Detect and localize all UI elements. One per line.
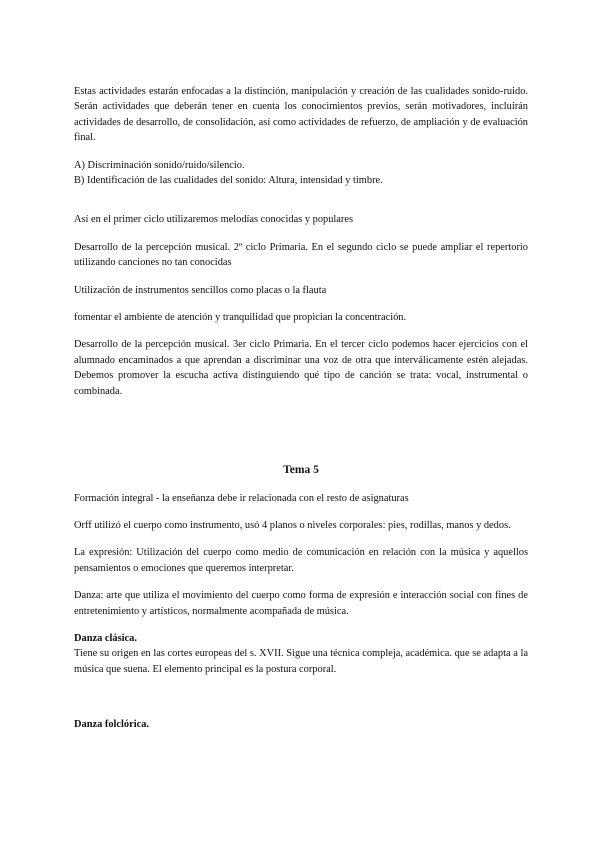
document-page <box>74 84 528 733</box>
orff-paragraph: Orff utilizó el cuerpo como instrumento, usó 4 planos o niveles corporales: pies, rodillas, manos y dedos. <box>74 519 511 531</box>
atmosphere-paragraph: fomentar el ambiente de atención y tranquilidad que propician la concentración. <box>74 312 407 324</box>
third-cycle-paragraph: Desarrollo de la percepción musical. 3er ciclo Primaria. En el tercer ciclo podemos hacer ejercicios con el alumnado encaminados a que aprendan a discriminar una voz de otra que interválicamente estén alejadas. Debemos promover la escucha activa distinguiendo qué tipo de canción se trata: vocal, instrumental o combinada. <box>74 339 528 397</box>
formation-paragraph: Formación integral - la enseñanza debe ir relacionada con el resto de asignaturas <box>74 492 409 504</box>
list-item-a: A) Discriminación sonido/ruido/silencio. <box>74 159 245 171</box>
intro-paragraph: Estas actividades estarán enfocadas a la distinción, manipulación y creación de las cualidades sonido-ruido. Serán actividades que deberán tener en cuenta los conocimientos previos, serán motivadores, incluirán actividades de desarrollo, de consolidación, así como actividades de refuerzo, de ampliación y de evaluación final. <box>74 86 528 144</box>
second-cycle-paragraph: Desarrollo de la percepción musical. 2º ciclo Primaria. En el segundo ciclo se puede ampliar el repertorio utilizando canciones no tan conocidas <box>74 241 528 269</box>
tema-title: Tema 5 <box>283 464 319 477</box>
classic-dance-heading: Danza clásica. <box>74 632 137 644</box>
list-item-b: B) Identificación de las cualidades del sonido: Altura, intensidad y timbre. <box>74 175 383 187</box>
expression-paragraph: La expresión: Utilización del cuerpo como medio de comunicación en relación con la música y aquellos pensamientos o emociones que queremos interpretar. <box>74 547 528 574</box>
folk-dance-heading: Danza folclórica. <box>74 719 150 731</box>
classic-dance-paragraph: Tiene su origen en las cortes europeas del s. XVII. Sigue una técnica compleja, académica. que se adapta a la música que suena. El elemento principal es la postura corporal. <box>74 648 528 675</box>
dance-paragraph: Danza: arte que utiliza el movimiento del cuerpo como forma de expresión e interacción social con fines de entretenimiento y artísticos, normalmente acompañada de música. <box>74 590 528 617</box>
first-cycle-paragraph: Así en el primer ciclo utilizaremos melodías conocidas y populares <box>74 214 354 226</box>
instruments-paragraph: Utilización de instrumentos sencillos como placas o la flauta <box>74 284 327 296</box>
